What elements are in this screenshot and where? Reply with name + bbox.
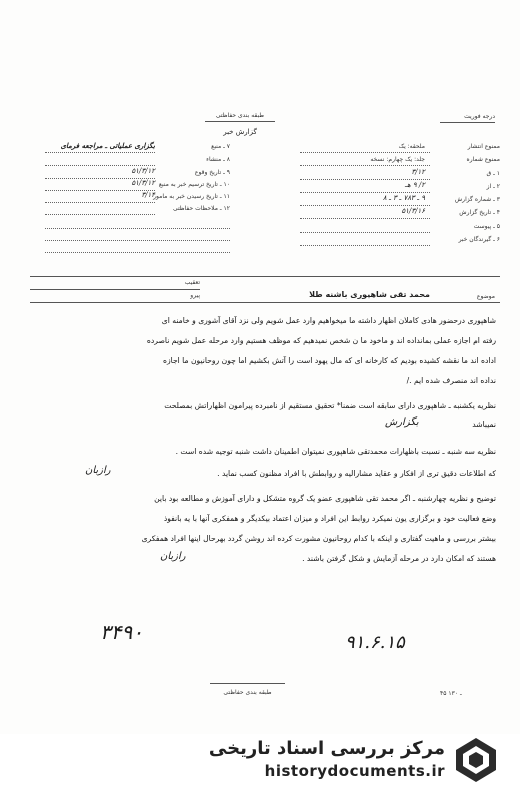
left-field-line (45, 252, 230, 253)
classification-top: طبقه بندی حفاظتی (215, 112, 265, 119)
left-field-label: ۷ ـ منبع (211, 143, 230, 150)
form-code: ۴۵ ـ ۱۳۰ (440, 690, 462, 697)
left-field-line (45, 178, 155, 179)
right-field-line (300, 179, 430, 180)
report-title: گزارش خبر (223, 128, 257, 136)
left-field-value: بگزاری عملیاتی ـ مراجعه فرمای (60, 141, 155, 150)
body-line: نداده اند منصرف شده ایم ./ (406, 376, 496, 385)
handwritten-date-signature: ۹۱.۶.۱۵ (345, 632, 405, 653)
right-field-value: ۲/ ۹ هـ (404, 181, 425, 189)
degree-underline (440, 122, 495, 123)
right-field-value: ۹ ـ ۷۸۳ ـ ۳ ـ ۸ (382, 194, 425, 202)
right-field-label: ممنوع شماره (466, 156, 500, 163)
classification-bottom: طبقه بندی حفاظتی (223, 689, 272, 696)
body-line: که اطلاعات دقیق تری از افکار و عقاید مشارالیه و روابطش با افراد مظنون کسب نماید . (217, 469, 496, 478)
right-field-label: ۵ ـ پیوست (473, 223, 500, 230)
left-field-label: ۱۲ ـ ملاحظات حفاظتی (173, 205, 230, 212)
body-line: بیشتر بررسی و ماهیت گفتاری و اینکه با کدام روحانیون مشورت کرده اند روشن گردد بهرحال اینها افراد همفکری (141, 534, 496, 543)
classification-top-underline (205, 121, 275, 122)
body-line: توضیح و نظریه چهارشنبه ـ اگر محمد تقی شاهپوری عضو یک گروه متشکل و دارای آموزش و مطالعه بود باین (154, 494, 496, 503)
body-line: هستند که امکان دارد در مرحله آزمایش و شکل گرفتن باشند . (302, 554, 496, 563)
right-field-label: ۲ ـ از (486, 183, 500, 190)
right-field-label: ممنوع انتشار (467, 143, 500, 150)
handwritten-note: بگزارش (385, 417, 419, 428)
body-line: رفته ام اجازه عملی بمانداده اند و ماخود ما ن شخص نمیدهیم که موظف هستیم وارد مرحله عمل شویم ناصرده (146, 336, 496, 345)
subject-side-top: تعقیب (184, 279, 200, 286)
subject-top-rule (30, 276, 500, 277)
left-field-line (45, 240, 230, 241)
left-field-label: ۱۱ ـ تاریخ رسیدن خبر به مامور (153, 193, 230, 200)
footer-rule (210, 683, 285, 684)
degree-label: درجه فوریت (464, 113, 495, 120)
left-field-line (45, 165, 155, 166)
left-field-line (45, 190, 155, 191)
right-field-label: ۳ ـ شماره گزارش (454, 196, 500, 203)
handwritten-note: رازبان (160, 551, 186, 562)
left-field-value: ۳/۱۴ (141, 191, 155, 199)
right-field-line (300, 192, 430, 193)
body-line: نظریه یکشنبه ـ شاهپوری دارای سابقه است ضمنا* تحقیق مستقیم از نامبرده پیرامون اظهاراتش بمصلحت (164, 401, 496, 410)
right-field-label: ۴ ـ تاریخ گزارش (459, 209, 500, 216)
left-field-label: ۱۰ ـ تاریخ ترسیم خبر به منبع (158, 181, 230, 188)
right-field-label: ۶ ـ گیرندگان خبر (458, 236, 500, 243)
handwritten-note: رازبان (85, 465, 111, 476)
left-field-label: ۸ ـ منشاء (206, 156, 230, 163)
right-field-line (300, 152, 430, 153)
right-field-line (300, 232, 430, 233)
left-field-label: ۹ ـ تاریخ وقوع (194, 169, 230, 176)
watermark-logo-icon (452, 736, 500, 784)
right-field-value: ۵۱/۳/۱۶ (401, 207, 425, 215)
left-field-line (45, 202, 155, 203)
right-field-line (300, 218, 430, 219)
right-field-value: ۳/۱۲ (411, 168, 425, 176)
body-line: نمیباشد (472, 420, 496, 429)
right-field-line (300, 165, 430, 166)
subject-label: موضوع (476, 293, 495, 300)
right-field-line (300, 245, 430, 246)
right-field-value: ملحقه: یک (398, 143, 425, 150)
handwritten-number: ۳۴۹۰ (100, 620, 143, 644)
left-field-line (45, 152, 155, 153)
left-field-value: ۵۱/۳/۱۲ (131, 179, 155, 187)
left-field-value: ۵۱/۳/۱۲ (131, 167, 155, 175)
subject-text: محمد تقی شاهیوری باشنه طلا (309, 290, 430, 299)
right-field-line (300, 205, 430, 206)
watermark-org-name: مرکز بررسی اسناد تاریخی (208, 738, 445, 759)
subject-mid-rule (30, 289, 200, 290)
watermark-url: historydocuments.ir (264, 762, 445, 780)
body-line: شاهپوری درحضور هادی کاملان اظهار داشته ما میخواهیم وارد عمل شویم ولی نزد آقای آشوری و خامنه ای (161, 316, 496, 325)
body-line: اداده اند ما نقشه کشیده بودیم که کارخانه ای که مال یهود است را آتش بکشیم اما چون روحانیون ما اجازه (162, 356, 496, 365)
right-field-value: جلد: یک چهارم: نسخه (370, 156, 425, 163)
left-field-line (45, 214, 155, 215)
subject-side-bottom: پیرو (190, 292, 200, 299)
right-field-label: ۱ ـ ق (486, 170, 500, 177)
subject-bottom-rule (30, 302, 500, 303)
body-line: نظریه سه شنبه ـ نسبت باظهارات محمدتقی شاهپوری نمیتوان اطمینان داشت شنبه توجیه شده است . (175, 447, 496, 456)
left-field-line (45, 228, 230, 229)
body-line: وضع فعالیت خود و برگزاری یون نمیکرد روابط این افراد و میزان اعتماد بیکدیگر و همفکری آنها با یه بانفوذ (163, 514, 496, 523)
